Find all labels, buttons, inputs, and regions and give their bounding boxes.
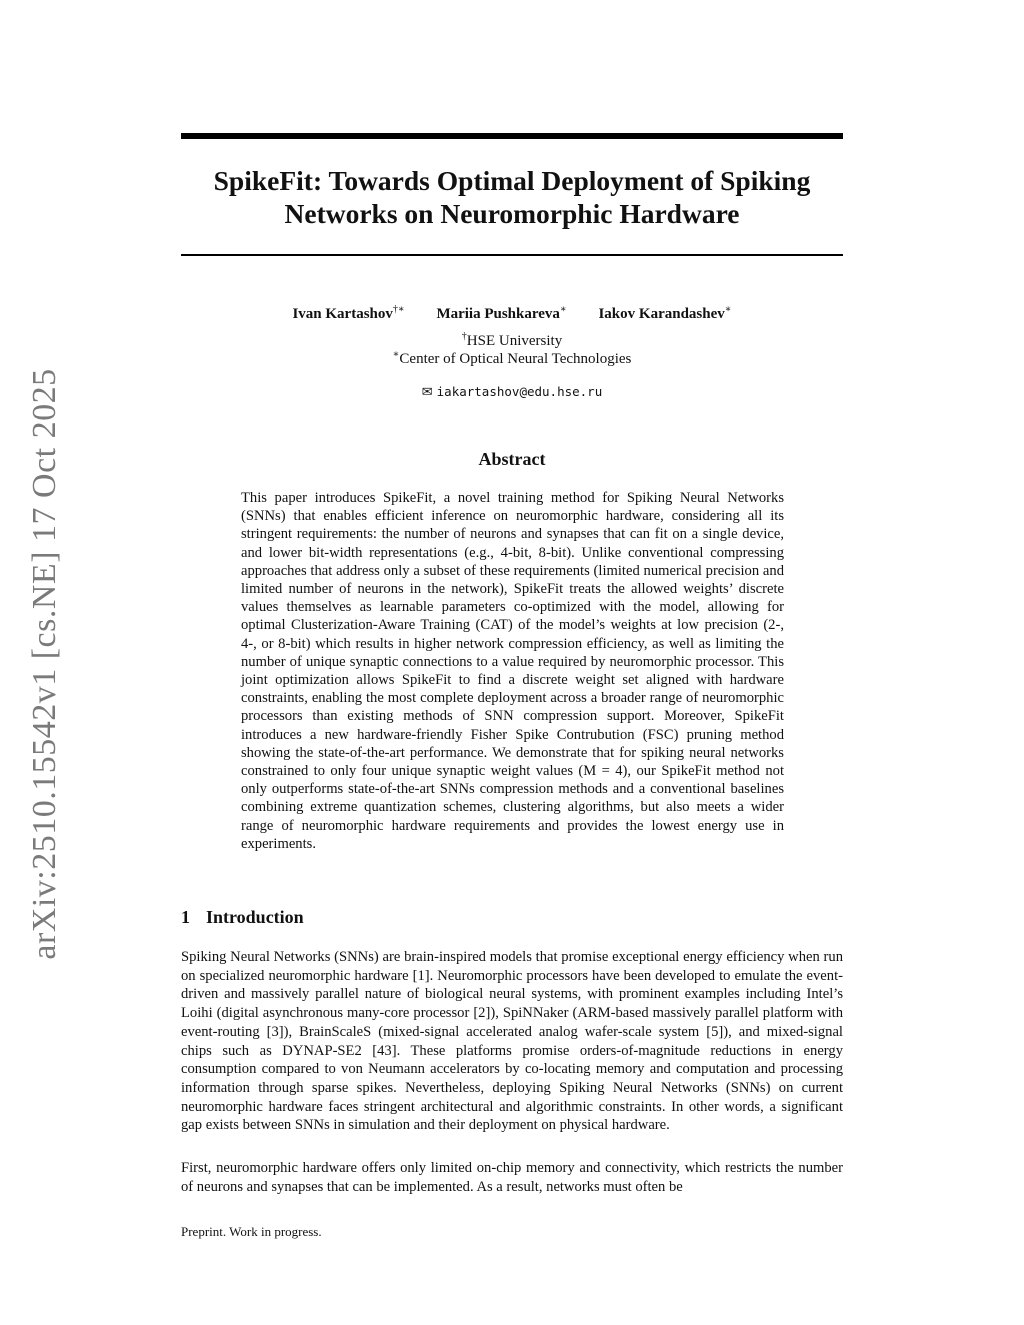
affiliation-2 xyxy=(181,346,843,368)
contact-email xyxy=(181,384,843,401)
introduction-heading xyxy=(181,907,304,928)
author-2-name: Mariia Pushkareva xyxy=(436,306,560,322)
author-3 xyxy=(598,306,731,322)
arxiv-identifier: arXiv:2510.15542v1 [cs.NE] 17 Oct 2025 xyxy=(26,368,63,960)
title-line-1: SpikeFit: Towards Optimal Deployment of Spiking xyxy=(213,165,811,196)
affiliation-2-mark: ∗ xyxy=(392,349,400,360)
title-bottom-rule xyxy=(181,254,843,256)
email-address[interactable]: iakartashov@edu.hse.ru xyxy=(436,384,603,399)
author-2-marks: ∗ xyxy=(559,304,567,315)
affiliation-1-mark: † xyxy=(461,331,467,342)
author-1-marks: †∗ xyxy=(392,304,405,315)
title-top-rule xyxy=(181,133,843,139)
abstract-heading: Abstract xyxy=(478,449,546,469)
abstract-text: This paper introduces SpikeFit, a novel training method for Spiking Neural Networks (SNNs) that enables efficient inference on neuromorphic hardware, considering all its stringent requirements: the number of neurons and synapses that can fit on a single device, and lower bit-width representations (e.g., 4-bit, 8-bit). Unlike conventional compressing approaches that address only a subset of these requirements (limited numerical precision and limited number of neurons in the network), SpikeFit treats the allowed weights’ discrete values themselves as learnable parameters co-optimized with the model, allowing for optimal Clusterization-Aware Training (CAT) of the model’s weights at low precision (2-, 4-, or 8-bit) which results in higher network compression efficiency, as well as limiting the number of unique synaptic connections to a value required by neuromorphic processor. This joint optimization allows SpikeFit to find a discrete weight set aligned with hardware constraints, enabling the most complete deployment across a broader range of neuromorphic processors than existing methods of SNN compression support. Moreover, SpikeFit introduces a new hardware-friendly Fisher Spike Contrubution (FSC) pruning method showing the state-of-the-art performance. We demonstrate that for spiking neural networks constrained to only four unique synaptic weight values (M = 4), our SpikeFit method not only outperforms state-of-the-art SNNs compression methods and a conventional baselines combining extreme quantization schemes, clustering algorithms, but also meets a wider range of neuromorphic hardware requirements and provides the lowest energy use in experiments. xyxy=(241,490,784,852)
author-2 xyxy=(436,306,566,322)
author-1 xyxy=(292,306,404,322)
preprint-note: Preprint. Work in progress. xyxy=(181,1224,322,1239)
author-list xyxy=(181,301,843,323)
author-1-name: Ivan Kartashov xyxy=(292,306,393,322)
affiliation-2-name: Center of Optical Neural Technologies xyxy=(399,351,632,367)
intro-paragraph-2: First, neuromorphic hardware offers only limited on-chip memory and connectivity, which restricts the number of neurons and synapses that can be implemented. As a result, networks must often be xyxy=(181,1160,843,1195)
title-line-2: Networks on Neuromorphic Hardware xyxy=(284,198,740,229)
section-number: 1 xyxy=(181,907,190,927)
envelope-icon: ✉ xyxy=(421,385,433,400)
affiliation-1-name: HSE University xyxy=(466,333,563,349)
author-3-marks: ∗ xyxy=(724,304,732,315)
section-title: Introduction xyxy=(206,907,304,927)
intro-paragraph-1: Spiking Neural Networks (SNNs) are brain-inspired models that promise exceptional energy efficiency when run on specialized neuromorphic hardware [1]. Neuromorphic processors have been developed to emulate the event-driven and massively parallel nature of biological neural systems, with prominent examples including Intel’s Loihi (digital asynchronous many-core processor [2]), SpiNNaker (ARM-based massively parallel platform with event-routing [3]), BrainScaleS (mixed-signal accelerated analog wafer-scale system [5]), and mixed-signal chips such as DYNAP-SE2 [43]. These platforms promise orders-of-magnitude reductions in energy consumption compared to von Neumann accelerators by co-locating memory and computation and processing information through sparse spikes. Nevertheless, deploying Spiking Neural Networks (SNNs) on current neuromorphic hardware faces stringent architectural and algorithmic constraints. In other words, a significant gap exists between SNNs in simulation and their deployment on physical hardware. xyxy=(181,949,843,1134)
author-3-name: Iakov Karandashev xyxy=(598,306,725,322)
paper-title xyxy=(181,164,843,230)
